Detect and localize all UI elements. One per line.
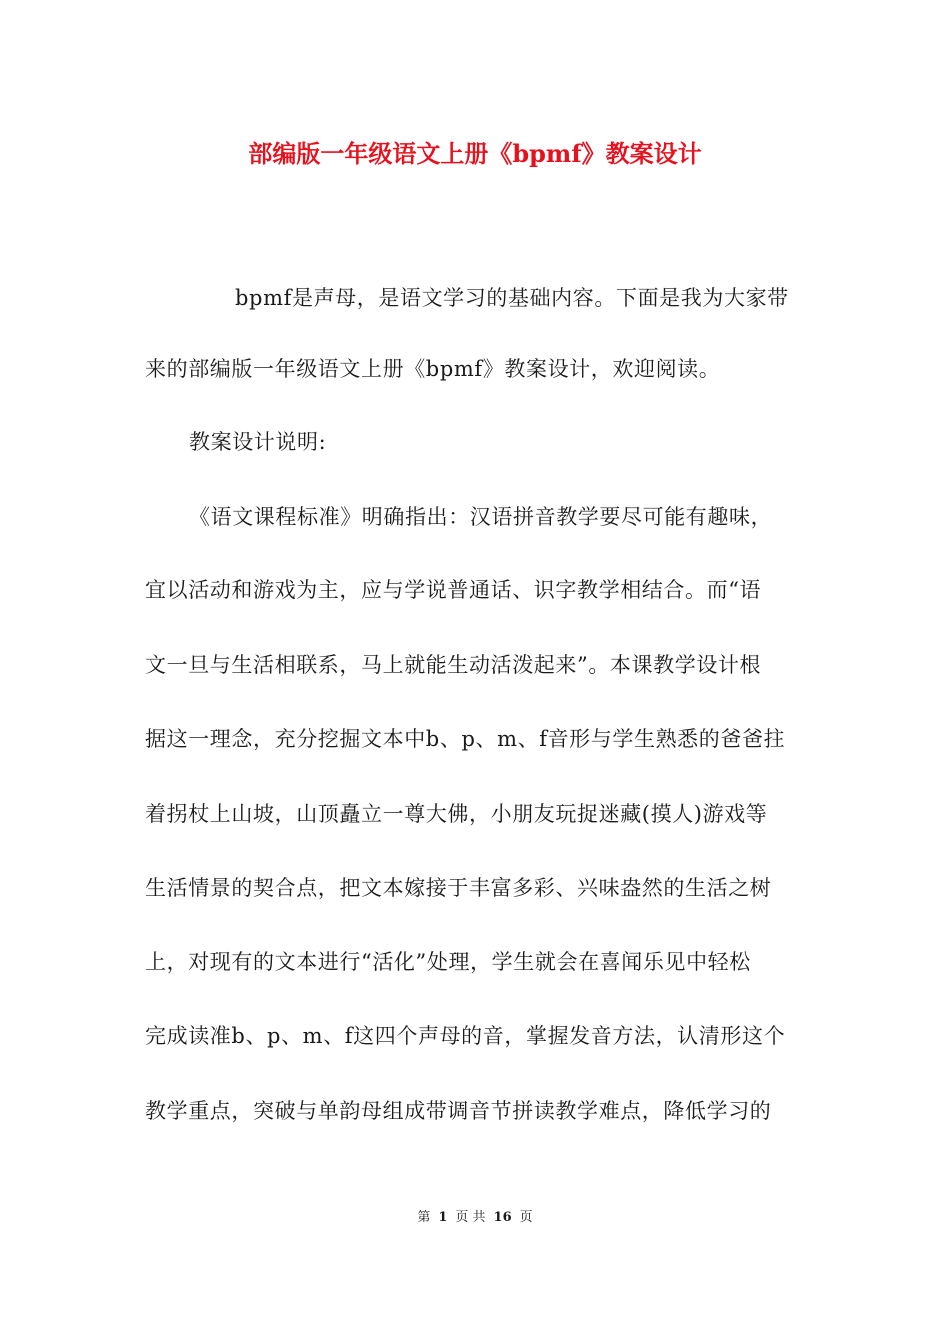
footer-prefix: 第 (417, 1210, 431, 1225)
current-page-number: 1 (438, 1210, 448, 1225)
page-footer (0, 1208, 950, 1228)
document-title: 部编版一年级语文上册《bpmf》教案设计 (248, 139, 702, 168)
paragraph-line: 《语文课程标准》明确指出：汉语拼音教学要尽可能有趣味， (189, 505, 773, 529)
paragraph-line: 文一旦与生活相联系，马上就能生动活泼起来”。本课教学设计根 (145, 653, 762, 677)
footer-suffix: 页 (519, 1210, 533, 1225)
total-pages-number: 16 (493, 1210, 512, 1225)
paragraph-line: bpmf是声母，是语文学习的基础内容。下面是我为大家带 (235, 286, 789, 310)
paragraph-line: 教学重点，突破与单韵母组成带调音节拼读教学难点，降低学习的 (145, 1099, 772, 1123)
paragraph-line: 宜以活动和游戏为主，应与学说普通话、识字教学相结合。而“语 (145, 578, 762, 602)
paragraph-line: 上，对现有的文本进行“活化”处理，学生就会在喜闻乐见中轻松 (145, 950, 751, 974)
footer-mid: 页 共 (455, 1210, 486, 1225)
section-heading: 教案设计说明: (189, 430, 327, 454)
paragraph-line: 据这一理念，充分挖掘文本中b、p、m、f音形与学生熟悉的爸爸拄 (145, 727, 786, 751)
paragraph-line: 着拐杖上山坡，山顶矗立一尊大佛，小朋友玩捉迷藏(摸人)游戏等 (145, 802, 768, 826)
paragraph-line: 生活情景的契合点，把文本嫁接于丰富多彩、兴味盎然的生活之树 (145, 876, 772, 900)
paragraph-line: 来的部编版一年级语文上册《bpmf》教案设计，欢迎阅读。 (145, 357, 721, 381)
paragraph-line: 完成读准b、p、m、f这四个声母的音，掌握发音方法，认清形这个 (145, 1024, 786, 1048)
